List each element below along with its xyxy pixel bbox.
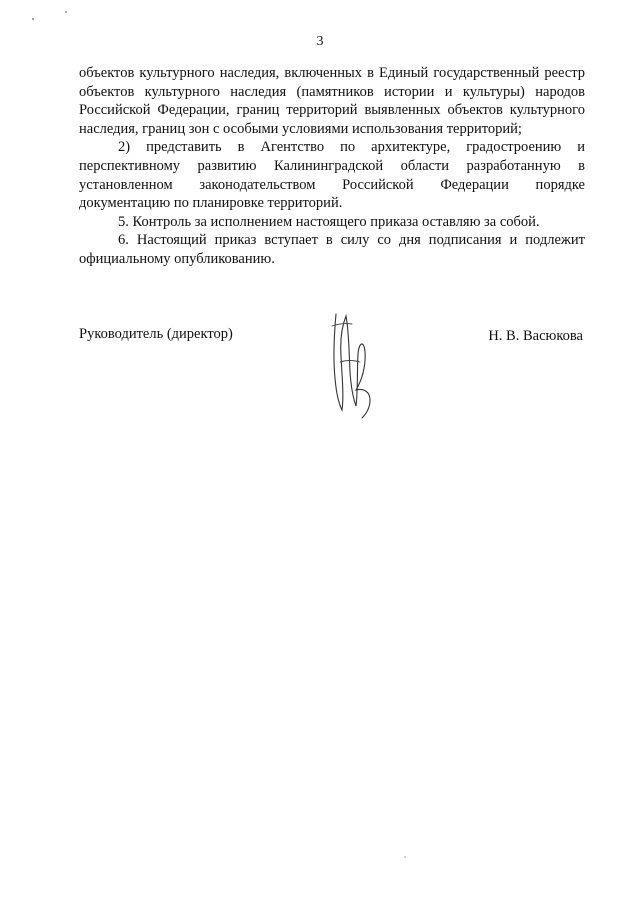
paragraph-item-2: 2) представить в Агентство по архитектуре, градостроению и перспективному развитию Калининградской области разработанную в установленном законодательством Российской Федерации порядке документацию по планировке территорий.	[79, 139, 585, 212]
handwritten-signature	[320, 306, 380, 424]
page-number: 3	[316, 34, 324, 49]
paragraph-item-6: 6. Настоящий приказ вступает в силу со дня подписания и подлежит официальному опубликованию.	[79, 232, 585, 267]
signer-title: Руководитель (директор)	[79, 326, 233, 342]
paragraph-continuation: объектов культурного наследия, включенных в Единый государственный реестр объектов культурного наследия (памятников истории и культуры) народов Российской Федерации, границ территорий выявленных объектов культурного наследия, границ зон с особыми условиями использования территорий;	[79, 65, 585, 137]
signer-name: Н. В. Васюкова	[488, 328, 583, 344]
paragraph-item-5: 5. Контроль за исполнением настоящего приказа оставляю за собой.	[118, 213, 540, 230]
document-body	[79, 64, 585, 269]
